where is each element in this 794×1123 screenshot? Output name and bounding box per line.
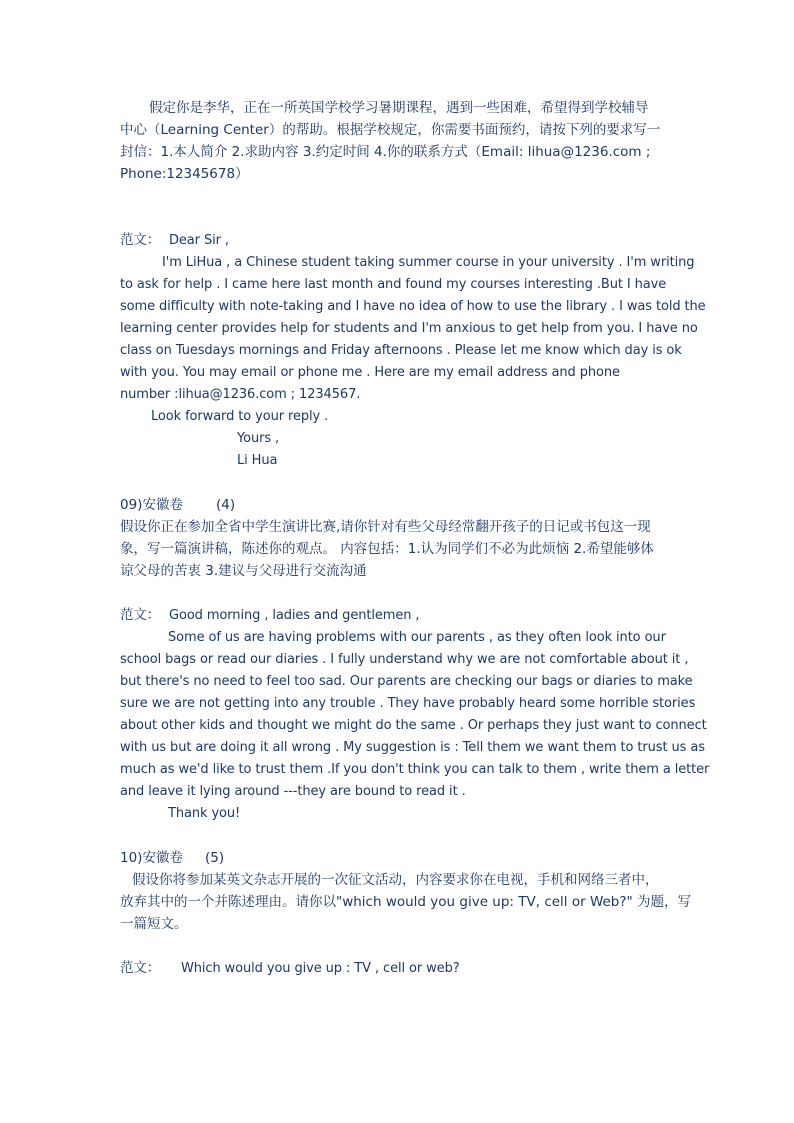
essay1-body-line: I'm LiHua , a Chinese student taking summer course in your university . I'm writing (162, 255, 695, 270)
spacer (120, 582, 680, 604)
task3-prompt (120, 847, 692, 935)
essay1-signature: Li Hua (237, 453, 278, 468)
task3-heading (120, 847, 680, 869)
essay3-title: Which would you give up : TV , cell or web? (181, 961, 460, 976)
spacer (120, 825, 680, 847)
essay2-body-line: with us but are doing it all wrong . My suggestion is : Tell them we want them to trust us as (120, 740, 705, 755)
task3-line: 放弃其中的一个并陈述理由。请你以"which would you give up: TV, cell or Web?" 为题，写 (120, 894, 692, 910)
essay2-closing: Thank you! (168, 806, 241, 821)
task1-line: 假定你是李华，正在一所英国学校学习暑期课程，遇到一些困难，希望得到学校辅导 (149, 100, 649, 116)
essay2-salutation: Good morning , ladies and gentlemen , (169, 608, 420, 623)
task2-prompt (120, 494, 680, 582)
essay1-body-line: learning center provides help for students and I'm anxious to get help from you. I have no (120, 321, 698, 336)
task2-line: 谅父母的苦衷 3.建议与父母进行交流沟通 (120, 563, 367, 579)
essay1-body-line: some difficulty with note-taking and I have no idea of how to use the library . I was told the (120, 299, 706, 314)
task3-source: 10)安徽卷 (120, 850, 183, 866)
essay1-body-line: class on Tuesdays mornings and Friday afternoons . Please let me know which day is ok (120, 343, 682, 358)
essay1-salutation: Dear Sir , (169, 233, 229, 248)
task1-prompt (120, 97, 680, 185)
essay1-salutation-line (120, 229, 680, 252)
essay1-body-line: to ask for help . I came here last month and found my courses interesting .But I have (120, 277, 667, 292)
task2-source: 09)安徽卷 (120, 497, 183, 513)
task2-line: 象，写一篇演讲稿，陈述你的观点。 内容包括：1.认为同学们不必为此烦恼 2.希望能够体 (120, 541, 654, 557)
task3-line: 假设你将参加某英文杂志开展的一次征文活动，内容要求你在电视，手机和网络三者中， (132, 872, 659, 888)
essay2-body-line: about other kids and thought we might do the same . Or perhaps they just want to connect (120, 718, 707, 733)
essay2-body-line: and leave it lying around ---they are bound to read it . (120, 784, 466, 799)
essay2-body-line: Some of us are having problems with our parents , as they often look into our (168, 630, 666, 645)
essay2-body-line: school bags or read our diaries . I fully understand why we are not comfortable about it , (120, 652, 689, 667)
essay2-body-line: much as we'd like to trust them .If you don't think you can talk to them , write them a letter (120, 762, 710, 777)
essay1 (120, 229, 706, 472)
essay1-body-line: number :lihua@1236.com ; 1234567. (120, 387, 361, 402)
essay2 (120, 604, 710, 825)
essay-label: 范文： (120, 960, 161, 976)
essay2-body-line: but there's no need to feel too sad. Our parents are checking our bags or diaries to make (120, 674, 693, 689)
essay-label: 范文： (120, 232, 161, 248)
essay1-sign-off: Yours , (237, 431, 280, 446)
task2-heading (120, 494, 680, 516)
task1-line: 封信：1.本人简介 2.求助内容 3.约定时间 4.你的联系方式（Email: lihua@1236.com ; (120, 144, 651, 160)
essay1-closing: Look forward to your reply . (151, 409, 329, 424)
task2-score: (4) (216, 497, 236, 513)
document-page (120, 97, 710, 980)
task1-line: Phone:12345678） (120, 166, 249, 182)
spacer (120, 472, 680, 494)
task3-line: 一篇短文。 (120, 916, 188, 932)
essay2-salutation-line (120, 604, 680, 627)
spacer (120, 935, 680, 957)
task1-line: 中心（Learning Center）的帮助。根据学校规定，你需要书面预约，请按下列的要求写一 (120, 122, 661, 138)
task3-score: (5) (205, 850, 225, 866)
task2-line: 假设你正在参加全省中学生演讲比赛,请你针对有些父母经常翻开孩子的日记或书包这一现 (120, 519, 651, 535)
essay-label: 范文： (120, 607, 161, 623)
essay1-body-line: with you. You may email or phone me . Here are my email address and phone (120, 365, 620, 380)
spacer (120, 185, 680, 229)
essay2-body-line: sure we are not getting into any trouble . They have probably heard some horrible stories (120, 696, 696, 711)
essay3 (120, 957, 680, 980)
essay3-title-line (120, 957, 680, 980)
